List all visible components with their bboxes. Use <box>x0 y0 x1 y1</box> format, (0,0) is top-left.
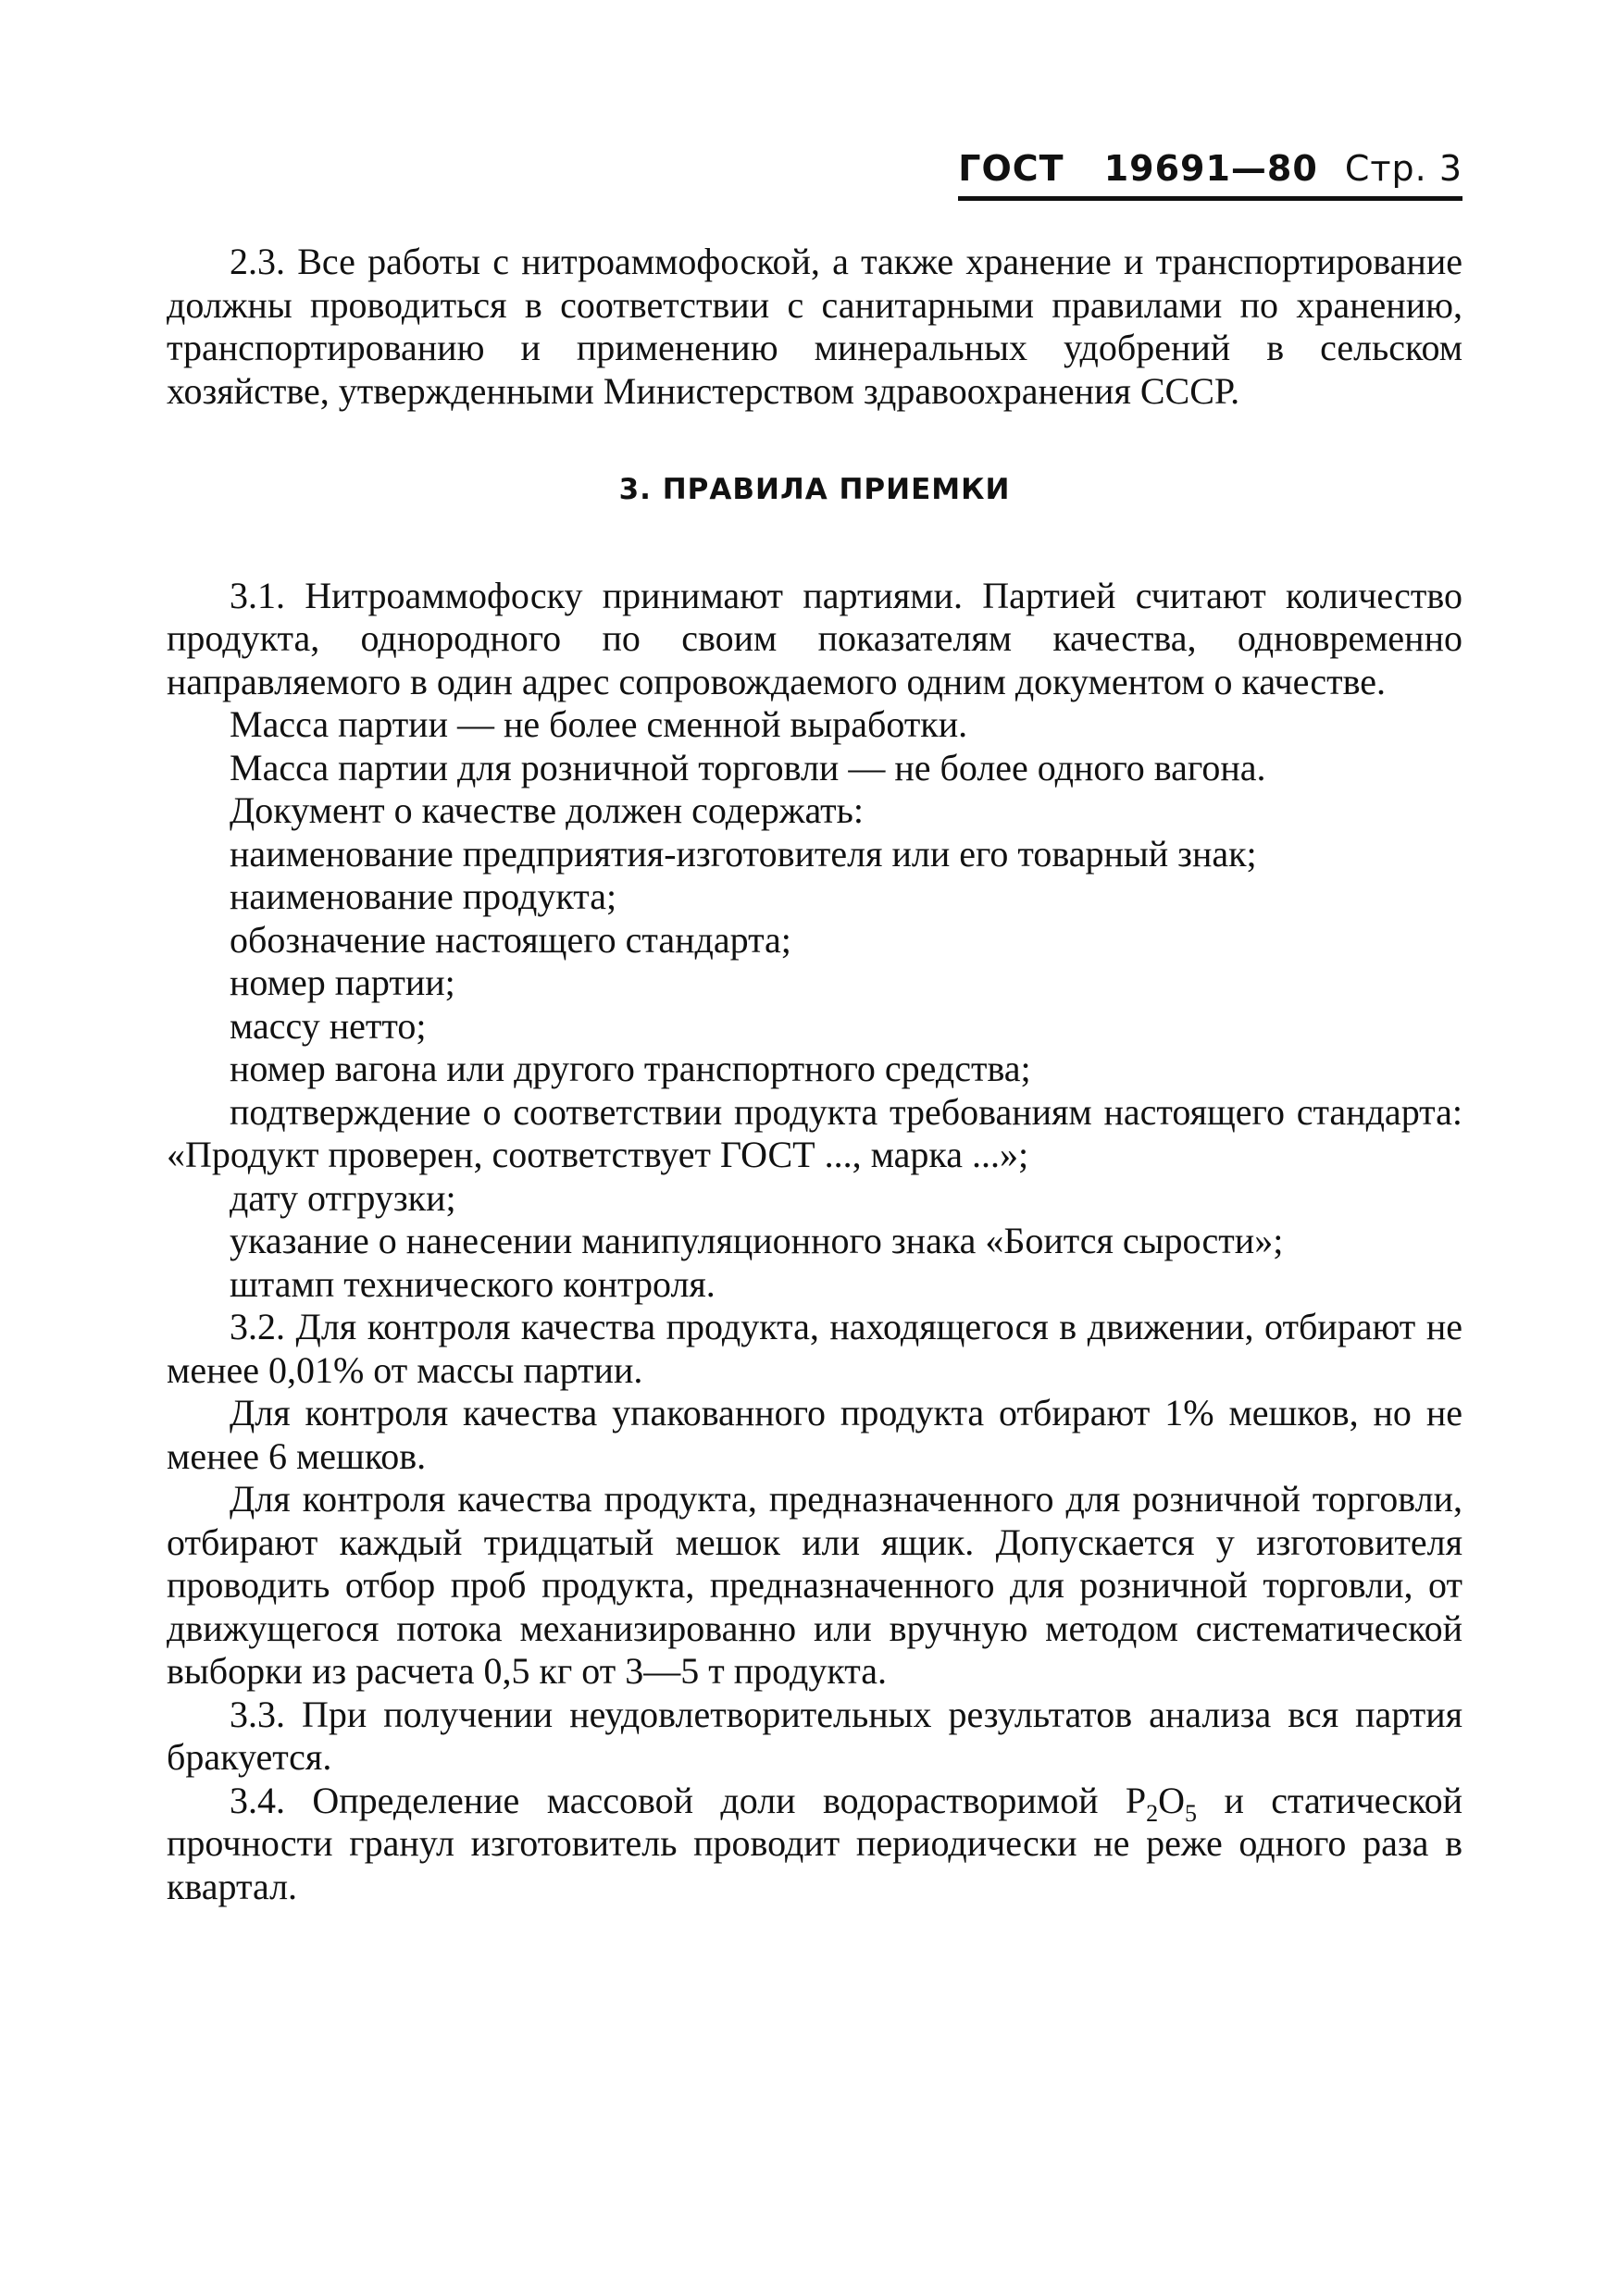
paragraph-doc-intro: Документ о качестве должен содержать: <box>230 789 865 831</box>
list-item: обозначение настоящего стандарта; <box>230 918 791 961</box>
list-item: подтверждение о соответствии продукта требованиям настоящего стандарта: «Продукт проверен, соответствует ГОСТ ..., марка ...»; <box>167 1090 1462 1175</box>
list-item: наименование предприятия-изготовителя или его товарный знак; <box>230 832 1257 875</box>
list-item: номер партии; <box>230 962 455 1003</box>
p2o5-subscript-5: 5 <box>1185 1799 1198 1827</box>
paragraph-mass-retail: Масса партии для розничной торговли — не более одного вагона. <box>230 746 1266 788</box>
paragraph-3-2: 3.2. Для контроля качества продукта, находящегося в движении, отбирают не менее 0,01% от массы партии. <box>167 1306 1462 1391</box>
document-body <box>167 241 1462 1908</box>
paragraph-retail-sampling: Для контроля качества продукта, предназначенного для розничной торговли, отбирают каждый тридцатый мешок или ящик. Допускается у изготовителя проводить отбор проб продукта, предназначенного для розничной торговли, от движущегося потока механизированно или вручную методом систематической выборки из расчета 0,5 кг от 3—5 т продукта. <box>167 1478 1462 1692</box>
standard-number: 19691—80 <box>1103 148 1318 189</box>
list-item: номер вагона или другого транспортного средства; <box>230 1048 1031 1089</box>
document-page <box>167 148 1462 2230</box>
gost-label: ГОСТ <box>958 148 1064 189</box>
paragraph-2-3: 2.3. Все работы с нитроаммофоской, а также хранение и транспортирование должны проводиться в соответствии с санитарными правилами по хранению, транспортированию и применению минеральных удобрений в сельском хозяйстве, утвержденными Министерством здравоохранения СССР. <box>167 241 1462 412</box>
p34-oxygen: O <box>1158 1779 1186 1821</box>
paragraph-mass: Масса партии — не более сменной выработки. <box>230 703 968 745</box>
list-item: наименование продукта; <box>230 875 617 917</box>
p34-text-start: 3.4. Определение массовой доли водорастворимой P <box>230 1779 1147 1821</box>
p34-text-end: и статической прочности гранул изготовитель проводит периодически не реже одного раза в квартал. <box>167 1779 1462 1907</box>
paragraph-3-4 <box>167 1780 1462 1909</box>
list-item: указание о нанесении манипуляционного знака «Боится сырости»; <box>230 1220 1284 1261</box>
paragraph-packed: Для контроля качества упакованного продукта отбирают 1% мешков, но не менее 6 мешков. <box>167 1392 1462 1477</box>
page-header <box>958 148 1462 201</box>
paragraph-3-3: 3.3. При получении неудовлетворительных результатов анализа вся партия бракуется. <box>167 1693 1462 1778</box>
page-number: Стр. 3 <box>1344 148 1462 189</box>
section-heading: 3. ПРАВИЛА ПРИЕМКИ <box>618 473 1011 506</box>
paragraph-3-1: 3.1. Нитроаммофоску принимают партиями. Партией считают количество продукта, однородного по своим показателям качества, одновременно направляемого в один адрес сопровождаемого одним документом о качестве. <box>167 574 1462 702</box>
list-item: дату отгрузки; <box>230 1176 456 1219</box>
list-item: штамп технического контроля. <box>230 1262 716 1305</box>
p2o5-subscript-2: 2 <box>1146 1799 1159 1827</box>
list-item: массу нетто; <box>230 1004 427 1047</box>
